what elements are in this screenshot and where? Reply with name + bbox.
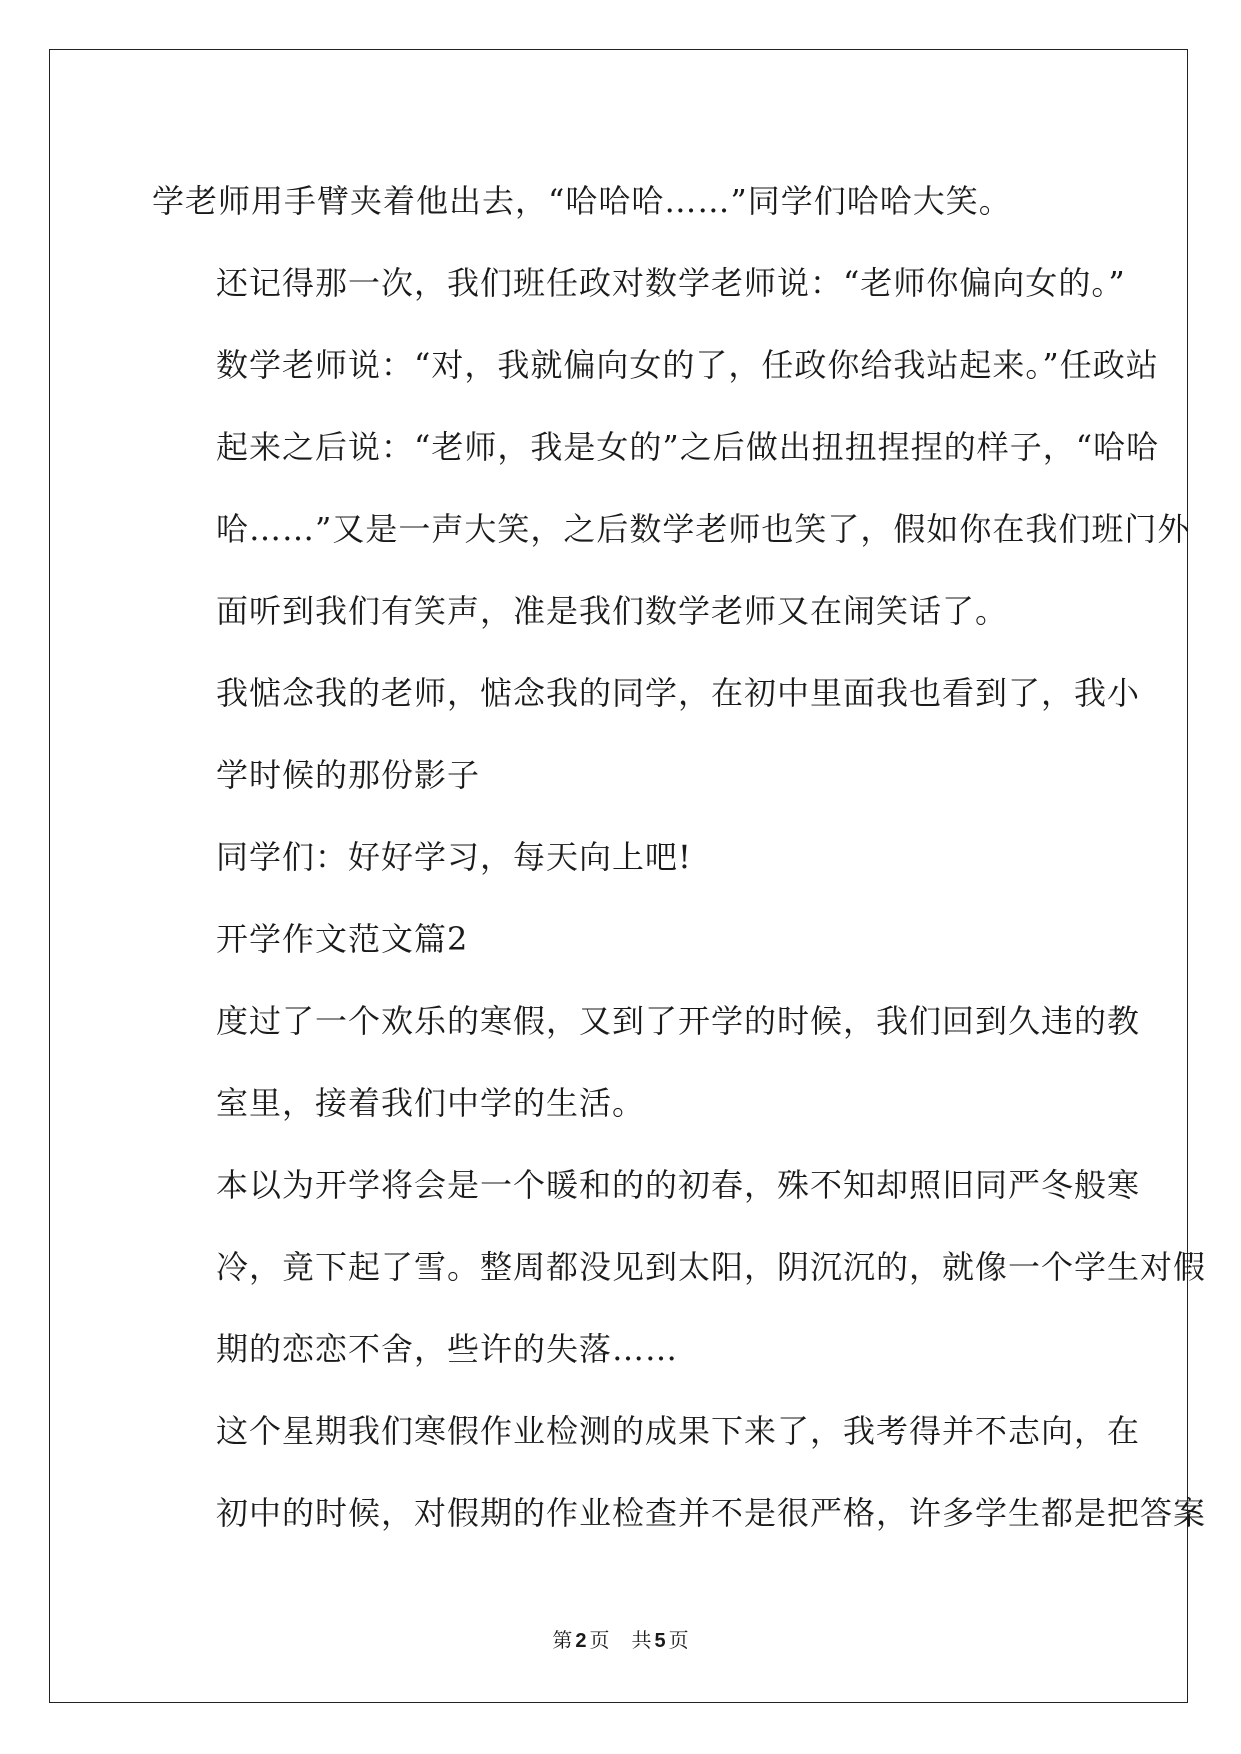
text-line: 开学作文范文篇2: [216, 920, 469, 958]
text-line: 学时候的那份影子: [216, 756, 481, 794]
paragraph: [152, 898, 1092, 980]
text-line: 室里，接着我们中学的生活。: [216, 1084, 646, 1122]
text-line: 哈……”又是一声大笑，之后数学老师也笑了，假如你在我们班门外: [216, 510, 1191, 548]
text-line: 期的恋恋不舍，些许的失落……: [216, 1330, 679, 1368]
document-body: [152, 160, 1207, 1554]
footer-page-number: 2: [575, 1630, 587, 1652]
text-line: 起来之后说：“老师，我是女的”之后做出扭扭捏捏的样子，“哈哈: [216, 428, 1160, 466]
footer-page-suffix: 页: [589, 1628, 610, 1652]
text-line: 初中的时候，对假期的作业检查并不是很严格，许多学生都是把答案: [216, 1494, 1207, 1532]
text-line: 数学老师说：“对，我就偏向女的了，任政你给我站起来。”任政站: [216, 346, 1159, 384]
paragraph: [152, 242, 1191, 652]
footer-total-prefix: 共: [631, 1628, 652, 1652]
paragraph: [152, 816, 1092, 898]
text-line: 这个星期我们寒假作业检测的成果下来了，我考得并不志向，在: [216, 1412, 1141, 1450]
text-line: 学老师用手臂夹着他出去，“哈哈哈……”同学们哈哈大笑。: [152, 182, 1012, 220]
text-line: 度过了一个欢乐的寒假，又到了开学的时候，我们回到久违的教: [216, 1002, 1141, 1040]
footer-total-suffix: 页: [668, 1628, 689, 1652]
text-line: 同学们：好好学习，每天向上吧!: [216, 838, 692, 876]
paragraph: [152, 1390, 1207, 1554]
paragraph: [152, 980, 1141, 1144]
page-footer: [0, 1624, 1241, 1653]
footer-page-prefix: 第: [552, 1628, 573, 1652]
paragraph: [152, 652, 1141, 816]
text-line: 冷，竟下起了雪。整周都没见到太阳，阴沉沉的，就像一个学生对假: [216, 1248, 1207, 1286]
text-line: 我惦念我的老师，惦念我的同学，在初中里面我也看到了，我小: [216, 674, 1141, 712]
text-line: 面听到我们有笑声，准是我们数学老师又在闹笑话了。: [216, 592, 1009, 630]
paragraph: [152, 160, 1092, 242]
paragraph: [152, 1144, 1207, 1390]
text-line: 还记得那一次，我们班任政对数学老师说：“老师你偏向女的。”: [216, 264, 1126, 302]
text-line: 本以为开学将会是一个暖和的的初春，殊不知却照旧同严冬般寒: [216, 1166, 1141, 1204]
footer-total-pages: 5: [654, 1630, 666, 1652]
